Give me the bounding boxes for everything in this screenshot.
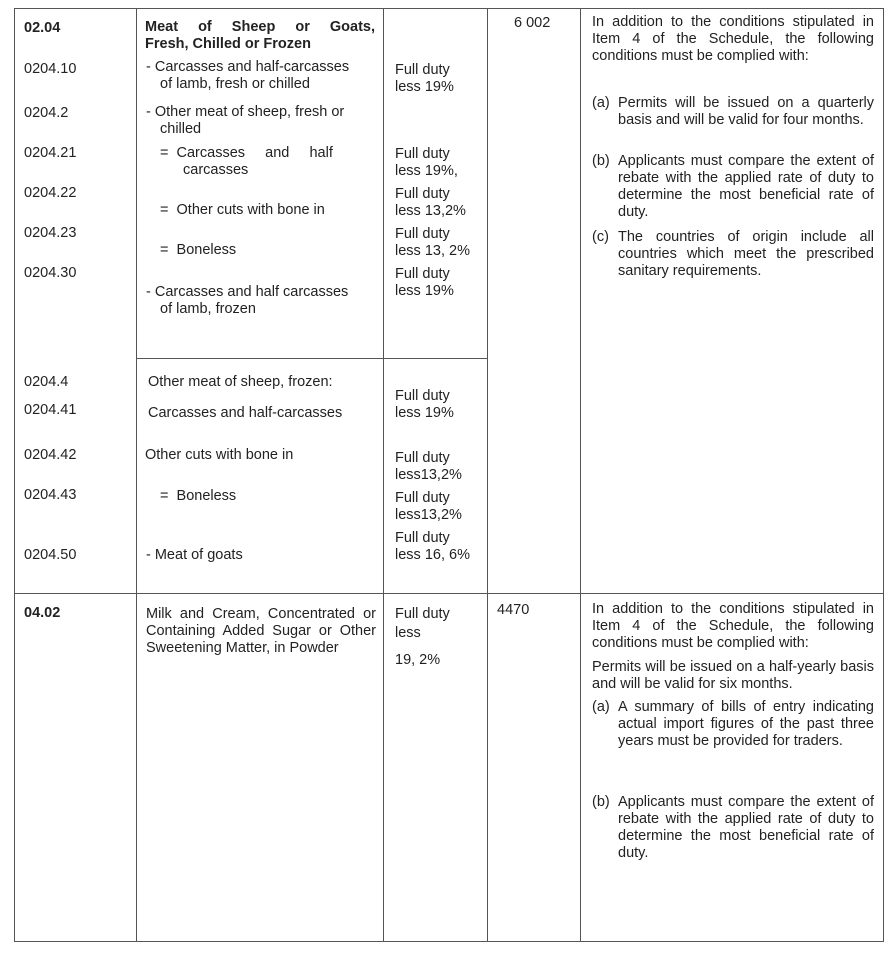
tariff-desc: Milk and Cream, Concentrated or Containing Added Sugar or Other Sweetening Matter, in Powder [146,606,376,656]
tariff-code: 0204.22 [24,185,77,201]
tariff-code: 0204.21 [24,145,77,161]
duty-rate: less [395,625,421,641]
duty-rate: less 19% [395,283,454,299]
heading-desc-line2: Fresh, Chilled or Frozen [145,36,311,52]
duty-rate: less 19% [395,79,454,95]
condition-label: (a) [592,95,610,111]
condition-text: Applicants must compare the extent of rebate with the applied rate of duty to determine the most beneficial rate of duty. [618,794,874,861]
tariff-code: 0204.42 [24,447,77,463]
condition-label: (b) [592,153,610,169]
condition-text: Applicants must compare the extent of rebate with the applied rate of duty to determine the most beneficial rate of duty. [618,153,874,220]
duty-rate: Full duty [395,490,450,506]
duty-rate: Full duty [395,606,450,622]
duty-rate: Full duty [395,226,450,242]
condition-label: (b) [592,794,610,810]
col-border-1 [136,8,137,942]
tariff-code: 0204.43 [24,487,77,503]
table-border-top [14,8,884,9]
duty-rate: 19, 2% [395,652,441,668]
tariff-desc: of lamb, frozen [160,301,256,317]
tariff-code: 0204.10 [24,61,77,77]
col-border-4 [580,8,581,942]
condition-label: (c) [592,229,609,245]
tariff-desc: = Boneless [160,242,237,258]
tariff-desc: - Carcasses and half carcasses [146,284,349,300]
quota-value: 4470 [497,602,530,618]
heading-desc-line1: Meat of Sheep or Goats, [145,19,375,35]
duty-rate: Full duty [395,388,450,404]
tariff-desc: = Carcasses and half [160,145,333,161]
duty-rate: less 16, 6% [395,547,470,563]
tariff-desc: of lamb, fresh or chilled [160,76,310,92]
duty-rate: Full duty [395,530,450,546]
tariff-desc: Carcasses and half-carcasses [148,405,343,421]
section-divider [14,593,884,594]
tariff-desc: - Meat of goats [146,547,243,563]
duty-rate: Full duty [395,186,450,202]
tariff-code: 0204.23 [24,225,77,241]
tariff-code: 0204.4 [24,374,69,390]
tariff-desc: chilled [160,121,202,137]
condition-text: The countries of origin include all countries which meet the prescribed sanitary requirements. [618,229,874,279]
duty-rate: less13,2% [395,467,462,483]
duty-rate: less 19%, [395,163,458,179]
tariff-code: 0204.2 [24,105,69,121]
tariff-desc: - Other meat of sheep, fresh or [146,104,345,120]
condition-text: A summary of bills of entry indicating actual import figures of the past three years must be provided for traders. [618,699,874,749]
duty-rate: Full duty [395,266,450,282]
heading-code: 04.02 [24,605,61,621]
col-border-2 [383,8,384,942]
table-border-bottom [14,941,884,942]
duty-rate: less13,2% [395,507,462,523]
tariff-code: 0204.50 [24,547,77,563]
tariff-desc: = Boneless [160,488,237,504]
tariff-code: 0204.30 [24,265,77,281]
conditions-para: Permits will be issued on a half-yearly basis and will be valid for six months. [592,659,874,692]
duty-rate: Full duty [395,146,450,162]
heading-code: 02.04 [24,20,61,36]
tariff-code: 0204.41 [24,402,77,418]
tariff-desc: - Carcasses and half-carcasses [146,59,350,75]
condition-text: Permits will be issued on a quarterly basis and will be valid for four months. [618,95,874,128]
condition-label: (a) [592,699,610,715]
tariff-desc: Other cuts with bone in [145,447,294,463]
duty-rate: Full duty [395,62,450,78]
conditions-intro: In addition to the conditions stipulated in Item 4 of the Schedule, the following conditions must be complied with: [592,601,874,651]
tariff-desc: carcasses [183,162,249,178]
subsection-divider [136,358,488,359]
col-border-0 [14,8,15,942]
quota-value: 6 002 [514,15,551,31]
duty-rate: Full duty [395,450,450,466]
duty-rate: less 13,2% [395,203,466,219]
duty-rate: less 19% [395,405,454,421]
tariff-desc: Other meat of sheep, frozen: [148,374,333,390]
tariff-desc: = Other cuts with bone in [160,202,325,218]
col-border-3 [487,8,488,942]
conditions-intro: In addition to the conditions stipulated in Item 4 of the Schedule, the following conditions must be complied with: [592,14,874,64]
duty-rate: less 13, 2% [395,243,470,259]
col-border-5 [883,8,884,942]
